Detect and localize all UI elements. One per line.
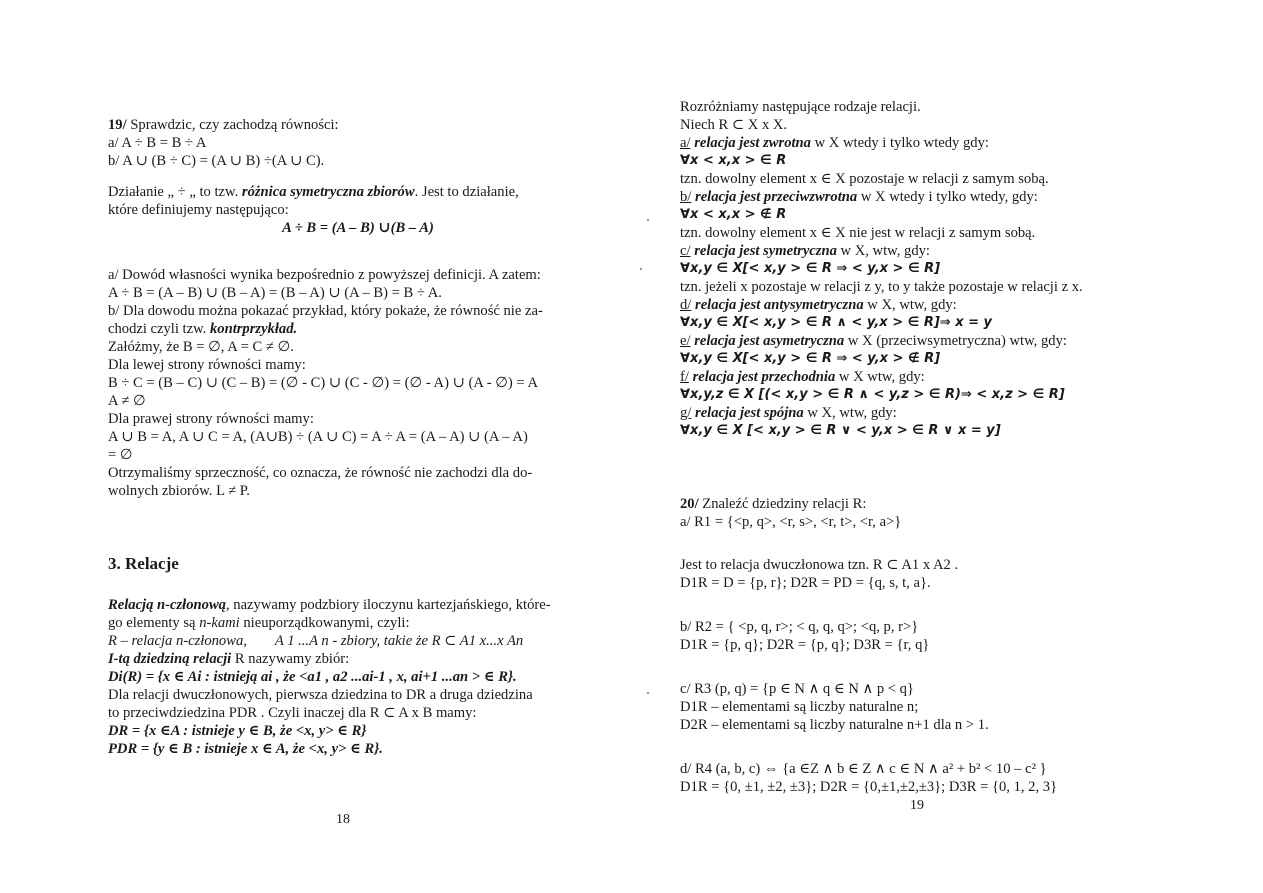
term-symmetric-difference: różnica symetryczna zbiorów: [241, 184, 415, 200]
relations-definition-block: Relacją n-członową, nazywamy podzbiory iloczynu kartezjańskiego, które- go elementy są n-kami nieuporządkowanymi, czyli: R – relacja n-członowa, A 1 ...A n - zbiory, takie że R ⊂ A1 x...x An I-tą dziedziną relacji R nazywamy zbiór: Di(R) = {x ∈ Ai : istnieją ai , że <a1 , a2 ...ai-1 , x, ai+1 ...an > ∈ R}. Dla relacji dwuczłonowych, pierwsza dziedzina to DR a druga dziedzina to przeciwdziedzina PDR . Czyli inaczej dla R ⊂ A x B mamy: DR = {x ∈A : istnieje y ∈ B, że <x, y> ∈ R} PDR = {y ∈ B : istnieje x ∈ A, że <x, y> ∈ R}.: [108, 596, 608, 758]
scan-speck: [640, 268, 642, 270]
term-irreflexive: relacja jest przeciwzwrotna: [695, 189, 858, 205]
exercise-19-b: b/ A ∪ (B ÷ C) = (A ∪ B) ÷(A ∪ C).: [108, 153, 325, 169]
left-page: [108, 0, 608, 893]
exercise-20-d: d/ R4 (a, b, c) ⇔ {a ∈Z ∧ b ∈ Z ∧ c ∈ N ∧ a² + b² < 10 – c² } D1R = {0, ±1, ±2, ±3}; D2R = {0,±1,±2,±3}; D3R = {0, 1, 2, 3}: [680, 761, 1058, 795]
relation-types-block: Rozróżniamy następujące rodzaje relacji. Niech R ⊂ X x X. a/ relacja jest zwrotna w X wtedy i tylko wtedy gdy: ∀x < x,x > ∈ R tzn. dowolny element x ∈ X pozostaje w relacji z samym sobą. b/ relacja jest przeciwzwrotna w X wtedy i tylko wtedy, gdy: ∀x < x,x > ∉ R tzn. dowolny element x ∈ X nie jest w relacji z samym sobą. c/ relacja jest symetryczna w X, wtw, gdy: ∀x,y ∈ X[< x,y > ∈ R ⇒ < y,x > ∈ R] tzn. jeżeli x pozostaje w relacji z y, to y także pozostaje w relacji z x. d/ relacja jest antysymetryczna w X, wtw, gdy: ∀x,y ∈ X[< x,y > ∈ R ∧ < y,x > ∈ R]⇒ x = y e/ relacja jest asymetryczna w X (przeciwsymetryczna) wtw, gdy: ∀x,y ∈ X[< x,y > ∈ R ⇒ < y,x > ∉ R] f/ relacja jest przechodnia w X wtw, gdy: ∀x,y,z ∈ X [(< x,y > ∈ R ∧ < y,z > ∈ R)⇒ < x,z > ∈ R] g/ relacja jest spójna w X, wtw, gdy: ∀x,y ∈ X [< x,y > ∈ R ∨ < y,x > ∈ R ∨ x = y]: [680, 98, 1150, 440]
pdr-formula: PDR = {y ∈ B : istnieje x ∈ A, że <x, y> ∈ R}.: [108, 741, 383, 757]
exercise-19-number: 19/: [108, 117, 127, 133]
term-asymmetric: relacja jest asymetryczna: [694, 333, 845, 349]
term-n-ary-relation: Relacją n-członową: [108, 597, 226, 613]
exercise-20-number: 20/: [680, 496, 699, 512]
term-transitive: relacja jest przechodnia: [692, 369, 836, 385]
exercise-19: [108, 116, 339, 170]
right-page: [680, 0, 1150, 893]
definition-formula: A ÷ B = (A – B) ∪(B – A): [282, 220, 434, 236]
formula-irreflexive: ∀x < x,x > ∉ R: [680, 207, 787, 222]
exercise-19-title: Sprawdzic, czy zachodzą równości:: [126, 117, 339, 133]
formula-symmetric: ∀x,y ∈ X[< x,y > ∈ R ⇒ < y,x > ∈ R]: [680, 261, 941, 276]
exercise-20-a-solution: Jest to relacja dwuczłonowa tzn. R ⊂ A1 x A2 . D1R = D = {p, r}; D2R = PD = {q, s, t, a}.: [680, 557, 959, 591]
section-title-relacje: 3. Relacje: [108, 554, 179, 573]
term-counterexample: kontrprzykład.: [209, 321, 298, 337]
term-reflexive: relacja jest zwrotna: [694, 135, 811, 151]
symmetric-difference-definition: Działanie „ ÷ „ to tzw. różnica symetryczna zbiorów. Jest to działanie, które definiujemy następująco: A ÷ B = (A – B) ∪(B – A): [108, 183, 608, 237]
exercise-19-a: a/ A ÷ B = B ÷ A: [108, 135, 207, 151]
dr-formula: DR = {x ∈A : istnieje y ∈ B, że <x, y> ∈ R}: [108, 723, 367, 739]
exercise-20-a: a/ R1 = {<p, q>, <r, s>, <r, t>, <r, a>}: [680, 514, 902, 530]
proof-block: a/ Dowód własności wynika bezpośrednio z powyższej definicji. A zatem: A ÷ B = (A – B) ∪ (B – A) = (B – A) ∪ (A – B) = B ÷ A. b/ Dla dowodu można pokazać przykład, który pokaże, że równość nie za- chodzi czyli tzw. kontrprzykład. Załóżmy, że B = ∅, A = C ≠ ∅. Dla lewej strony równości mamy: B ÷ C = (B – C) ∪ (C – B) = (∅ - C) ∪ (C - ∅) = (∅ - A) ∪ (A - ∅) = A A ≠ ∅ Dla prawej strony równości mamy: A ∪ B = A, A ∪ C = A, (A∪B) ÷ (A ∪ C) = A ÷ A = (A – A) ∪ (A – A) = ∅ Otrzymaliśmy sprzeczność, co oznacza, że równość nie zachodzi dla do- wolnych zbiorów. L ≠ P.: [108, 267, 543, 499]
formula-reflexive: ∀x < x,x > ∈ R: [680, 153, 787, 168]
page-number-18: 18: [336, 812, 350, 827]
exercise-20-header: 20/ Znaleźć dziedziny relacji R: a/ R1 = {<p, q>, <r, s>, <r, t>, <r, a>}: [680, 496, 902, 530]
term-symmetric: relacja jest symetryczna: [694, 243, 837, 259]
formula-transitive: ∀x,y,z ∈ X [(< x,y > ∈ R ∧ < y,z > ∈ R)⇒ < x,z > ∈ R]: [680, 387, 1065, 402]
term-connex: relacja jest spójna: [695, 405, 804, 421]
term-i-th-domain: I-tą dziedziną relacji: [108, 651, 232, 667]
formula-connex: ∀x,y ∈ X [< x,y > ∈ R ∨ < y,x > ∈ R ∨ x = y]: [680, 423, 1001, 438]
domain-formula: Di(R) = {x ∈ Ai : istnieją ai , że <a1 , a2 ...ai-1 , x, ai+1 ...an > ∈ R}.: [108, 669, 517, 685]
scan-speck: [647, 692, 649, 694]
formula-asymmetric: ∀x,y ∈ X[< x,y > ∈ R ⇒ < y,x > ∉ R]: [680, 351, 941, 366]
term-antisymmetric: relacja jest antysymetryczna: [695, 297, 864, 313]
scan-speck: [647, 219, 649, 221]
exercise-20-b: b/ R2 = { <p, q, r>; < q, q, q>; <q, p, r>} D1R = {p, q}; D2R = {p, q}; D3R = {r, q}: [680, 619, 930, 653]
formula-antisymmetric: ∀x,y ∈ X[< x,y > ∈ R ∧ < y,x > ∈ R]⇒ x = y: [680, 315, 992, 330]
page-number-19: 19: [910, 798, 924, 813]
exercise-20-c: c/ R3 (p, q) = {p ∈ N ∧ q ∈ N ∧ p < q} D1R – elementami są liczby naturalne n; D2R – elementami są liczby naturalne n+1 dla n > 1.: [680, 681, 989, 733]
